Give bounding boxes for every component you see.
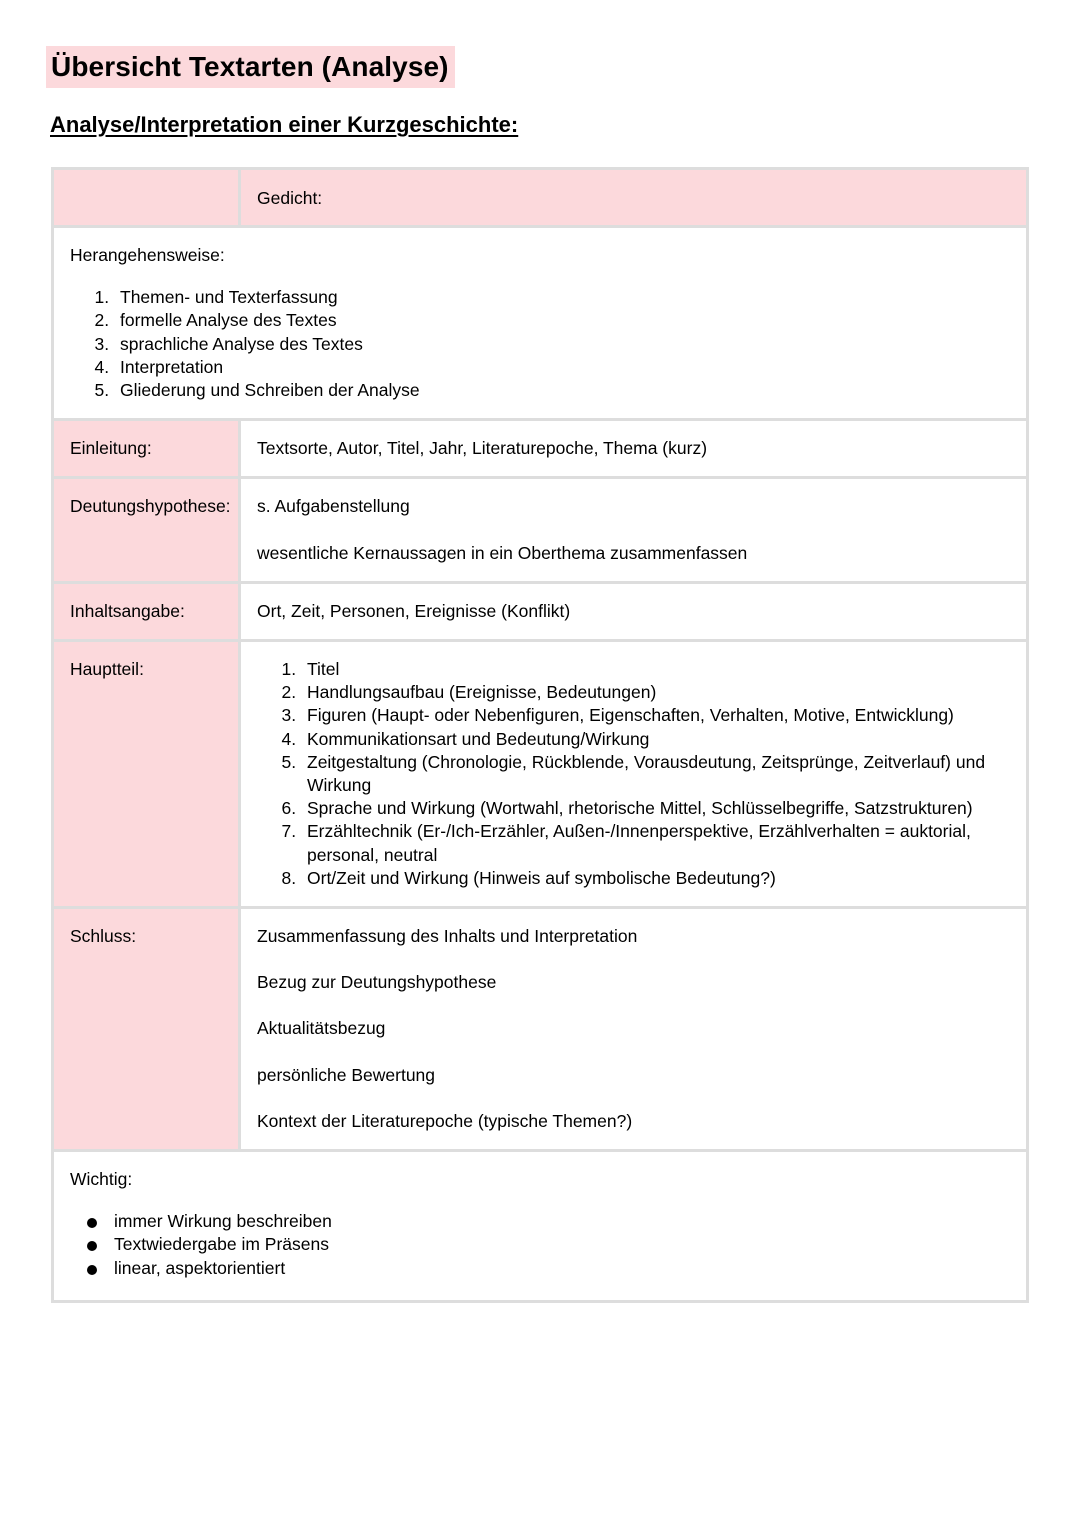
list-item: 7. Erzähltechnik (Er-/Ich-Erzähler, Außen-/Innenperspektive, Erzählverhalten = auktorial, personal, neutral [301,820,1010,866]
intro-content-cell: Textsorte, Autor, Titel, Jahr, Literaturepoche, Thema (kurz) [240,420,1028,478]
approach-steps-list [70,286,1010,402]
header-empty-cell [53,169,240,227]
list-item: 3. Figuren (Haupt- oder Nebenfiguren, Eigenschaften, Verhalten, Motive, Entwicklung) [301,704,1010,727]
hypothesis-label-cell: Deutungshypothese: [53,478,240,582]
conclusion-row [53,908,1028,1151]
list-item: 2. Handlungsaufbau (Ereignisse, Bedeutungen) [301,681,1010,704]
list-item: 6. Sprache und Wirkung (Wortwahl, rhetorische Mittel, Schlüsselbegriffe, Satzstrukturen) [301,797,1010,820]
list-item: 5. Zeitgestaltung (Chronologie, Rückblende, Vorausdeutung, Zeitsprünge, Zeitverlauf) und Wirkung [301,751,1010,797]
list-item: 8. Ort/Zeit und Wirkung (Hinweis auf symbolische Bedeutung?) [301,867,1010,890]
main-part-row [53,641,1028,908]
important-row [53,1151,1028,1302]
hypothesis-line: wesentliche Kernaussagen in ein Oberthema zusammenfassen [257,542,748,563]
header-gedicht-cell: Gedicht: [240,169,1028,227]
page-title: Übersicht Textarten (Analyse) [46,46,455,88]
approach-row [53,227,1028,420]
intro-row [53,420,1028,478]
table-header-row [53,169,1028,227]
list-item: 5. Gliederung und Schreiben der Analyse [114,379,1010,402]
hypothesis-line: s. Aufgabenstellung [257,496,410,517]
hypothesis-content-cell [240,478,1028,582]
section-heading: Analyse/Interpretation einer Kurzgeschichte: [50,112,519,137]
conclusion-line: Bezug zur Deutungshypothese [257,972,497,993]
summary-content-cell: Ort, Zeit, Personen, Ereignisse (Konflikt) [240,582,1028,640]
main-part-content-cell [240,641,1028,908]
analysis-table [51,167,1029,1303]
important-cell [53,1151,1028,1302]
main-part-list [257,658,1010,890]
list-item: linear, aspektorientiert [114,1257,1010,1280]
conclusion-line: Kontext der Literaturepoche (typische Themen?) [257,1110,633,1131]
list-item: 4. Kommunikationsart und Bedeutung/Wirkung [301,728,1010,751]
conclusion-line: Aktualitätsbezug [257,1018,386,1039]
main-part-label-cell: Hauptteil: [53,641,240,908]
conclusion-line: Zusammenfassung des Inhalts und Interpretation [257,926,638,947]
summary-label-cell: Inhaltsangabe: [53,582,240,640]
important-bullet-list [70,1210,1010,1280]
hypothesis-row [53,478,1028,582]
conclusion-content-cell [240,908,1028,1151]
list-item: 1. Themen- und Texterfassung [114,286,1010,309]
summary-row [53,582,1028,640]
list-item: 3. sprachliche Analyse des Textes [114,333,1010,356]
intro-label-cell: Einleitung: [53,420,240,478]
approach-label: Herangehensweise: [70,245,225,265]
list-item: immer Wirkung beschreiben [114,1210,1010,1233]
list-item: 2. formelle Analyse des Textes [114,309,1010,332]
list-item: 1. Titel [301,658,1010,681]
approach-cell [53,227,1028,420]
conclusion-line: persönliche Bewertung [257,1064,436,1085]
list-item: Textwiedergabe im Präsens [114,1233,1010,1256]
important-label: Wichtig: [70,1169,133,1190]
list-item: 4. Interpretation [114,356,1010,379]
conclusion-label-cell: Schluss: [53,908,240,1151]
